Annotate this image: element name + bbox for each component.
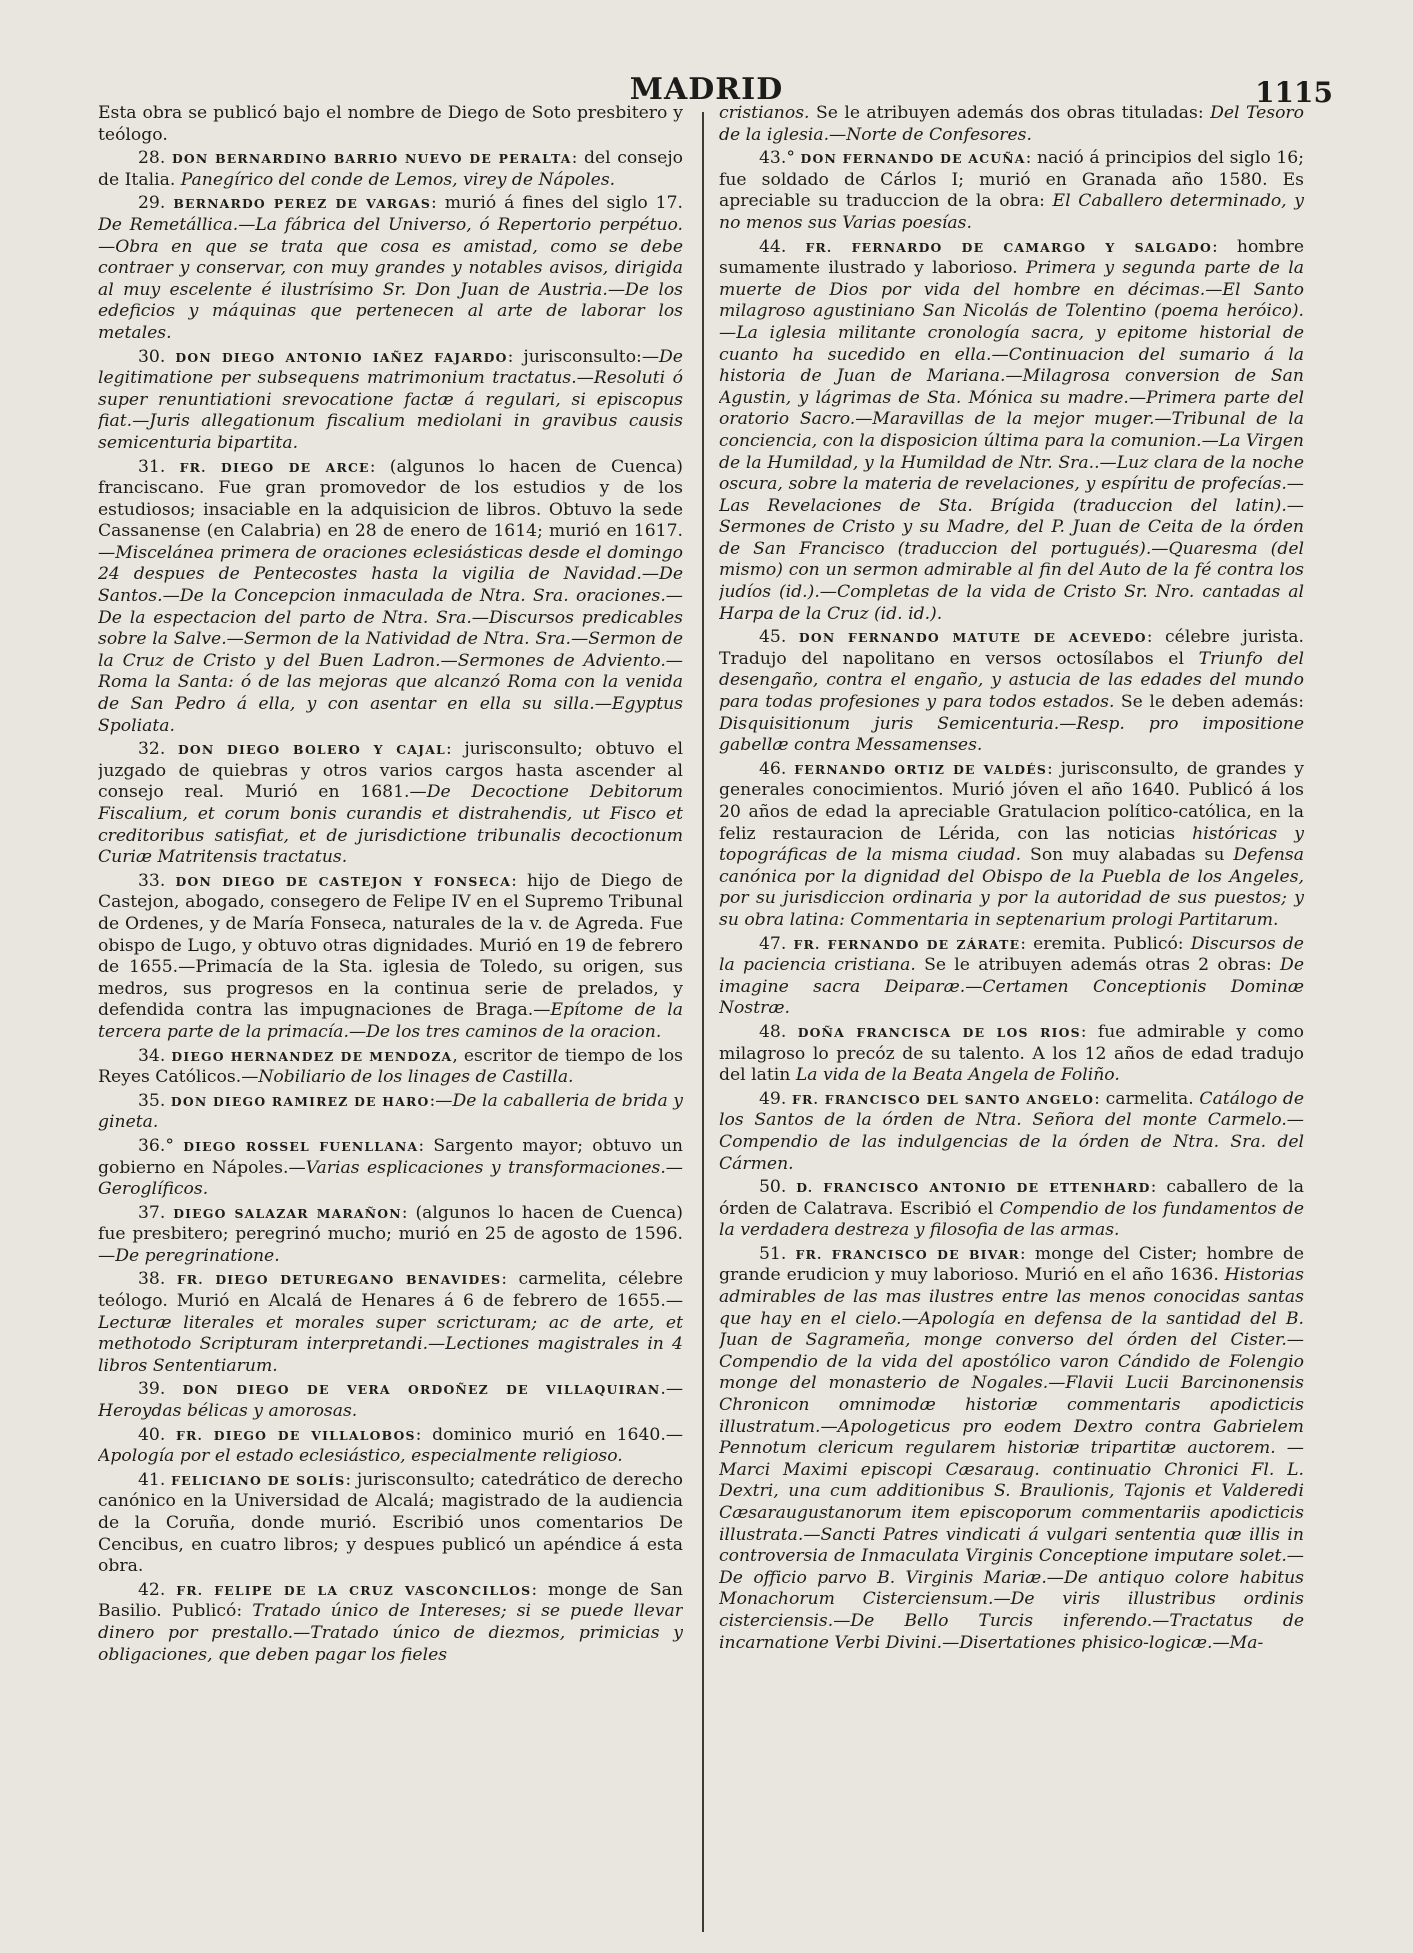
author-name: FR. FRANCISCO DEL SANTO ANGELO <box>792 1091 1095 1107</box>
entry-number: 36.° <box>138 1135 174 1156</box>
entry-text: : (algunos lo hacen de Cuenca) fue presbitero; peregrinó mucho; murió en 25 de agosto de 1596. <box>98 1202 683 1245</box>
entry-text: : eremita. Publicó: <box>1020 933 1191 954</box>
entry-paragraph <box>98 1379 683 1422</box>
entry-paragraph <box>719 627 1304 757</box>
entry-paragraph <box>98 1091 683 1134</box>
work-title: De Remetállica.—La fábrica del Universo, ó Repertorio perpétuo. —Obra en que se trata que cosa es amistad, como se debe contraer y conservar, con muy grandes y notables avisos, dirigida al muy escelente é ilustrísimo Sr. Don Juan de Austria.—De los edeficios y máquinas que pertenecen al arte de laborar los metales. <box>98 214 683 343</box>
left-column <box>98 103 683 1933</box>
work-title: Primera y segunda parte de la muerte de Dios por vida del hombre en décimas.—El Santo milagroso agustiniano San Nicolás de Tolentino (poema heróico).—La iglesia militante cronología sacra, y epitome historial de cuanto ha sucedido en ella.—Continuacion del sumario á la historia de Juan de Mariana.—Milagrosa conversion de San Agustin, y lágrimas de Sta. Mónica su madre.—Primera parte del oratorio Sacro.—Maravillas de la mejor muger.—Tribunal de la conciencia, con la disposicion última para la comunion.—La Virgen de la Humildad, y la Humildad de Ntr. Sra..—Luz clara de la noche oscura, sobre la materia de revelaciones, y espíritu de profecías.—Las Revelaciones de Sta. Brígida (traduccion del latin).—Sermones de Cristo y su Madre, del P. Juan de Ceita de la órden de San Francisco (traduccion del portugués).—Quaresma (del mismo) con un sermon admirable al fin del Auto de la fé contra los judíos (id.).—Completas de la vida de Cristo Sr. Nro. cantadas al Harpa de la Cruz (id. id.). <box>719 258 1304 624</box>
entry-number: 46. <box>759 758 787 779</box>
work-title: —De Decoctione Debitorum Fiscalium, et corum bonis curandis et distrahendis, ut Fisco et creditoribus satisfiat, et de jurisdictione tribunalis decoctionum Curiæ Matritensis tractatus. <box>98 782 683 868</box>
entry-text: : (algunos lo hacen de Cuenca) franciscano. Fue gran promovedor de los estudios y de los estudiosos; insaciable en la adquisicion de libros. Obtuvo la sede Cassanense (en Calabria) en 28 de enero de 1614; murió en 1617. <box>98 456 683 542</box>
entry-paragraph <box>98 457 683 738</box>
work-title: —Nobiliario de los linages de Castilla. <box>241 1067 574 1088</box>
page-number: 1115 <box>1255 76 1333 109</box>
author-name: DON FERNANDO MATUTE DE ACEVEDO <box>798 630 1147 646</box>
entry-paragraph <box>719 237 1304 626</box>
entry-paragraph <box>719 148 1304 234</box>
author-name: DON DIEGO BOLERO Y CAJAL <box>177 742 446 758</box>
entry-text: : murió á fines del siglo 17. <box>431 193 683 214</box>
entry-paragraph <box>98 193 683 344</box>
entry-number: 40. <box>138 1424 166 1445</box>
author-name: DON FERNANDO DE ACUÑA <box>800 151 1026 167</box>
entry-paragraph <box>98 739 683 869</box>
entry-text: : célebre jurista. Tradujo del napolitano en versos octosílabos el <box>719 627 1304 669</box>
entry-paragraph <box>98 1136 683 1201</box>
entry-number: 34. <box>138 1045 166 1066</box>
right-column <box>719 103 1304 1933</box>
author-name: DON DIEGO ANTONIO IAÑEZ FAJARDO <box>175 349 508 365</box>
author-name: DIEGO HERNANDEZ DE MENDOZA <box>171 1048 453 1064</box>
entry-text: : hijo de Diego de Castejon, abogado, consegero de Felipe IV en el Supremo Tribunal de Ordenes, y de María Fonseca, naturales de la v. de Agreda. Fue obispo de Lugo, y obtuvo otras dignidades. Murió en 19 de febrero de 1655.—Primacía de la Sta. iglesia de Toledo, su origen, sus medros, sus progresos en la continua serie de prelados, y defendida contra las impugnaciones de Braga. <box>98 870 683 1021</box>
work-title: Triunfo del desengaño, contra el engaño, y astucia de las edades del mundo para todas profesiones y para todos estados. <box>719 648 1304 713</box>
entry-text: . <box>660 1379 666 1400</box>
work-title: —Epítome de la tercera parte de la primacía.—De los tres caminos de la oracion. <box>98 1000 683 1042</box>
work-title: De imagine sacra Deiparæ.—Certamen Conceptionis Dominæ Nostræ. <box>719 955 1304 1019</box>
author-name: FERNANDO ORTIZ DE VALDÉS <box>794 761 1047 777</box>
work-title: Discursos de la paciencia cristiana. <box>719 933 1304 976</box>
author-name: DIEGO SALAZAR MARAÑON <box>173 1205 402 1221</box>
entry-text: Son muy alabadas su <box>1021 845 1234 866</box>
entry-text: : monge del Cister; hombre de grande erudicion y muy laborioso. Murió en el año 1636. <box>719 1243 1304 1286</box>
entry-paragraph <box>98 1046 683 1089</box>
entry-number: 41. <box>138 1469 166 1490</box>
work-title: —Lecturæ literales et morales super scricturam; ac de arte, et methotodo Scripturam interpretandi.—Lectiones magistrales in 4 libros Sententiarum. <box>98 1291 683 1376</box>
author-name: DON DIEGO RAMIREZ DE HARO <box>170 1093 430 1109</box>
author-name: FELICIANO DE SOLÍS <box>171 1472 346 1488</box>
entry-paragraph <box>98 1580 683 1666</box>
entry-text: : nació á principios del siglo 16; fue soldado de Cárlos I; murió en Granada año 1580. Es apreciable su traduccion de la obra: <box>719 148 1304 212</box>
entry-text: : caballero de la órden de Calatrava. Escribió el <box>719 1177 1304 1219</box>
entry-number: 32. <box>138 739 166 760</box>
work-title: Panegírico del conde de Lemos, virey de Nápoles. <box>180 169 616 190</box>
entry-number: 38. <box>138 1269 166 1290</box>
author-name: FR. DIEGO DE ARCE <box>179 459 370 475</box>
entry-number: 31. <box>138 456 166 477</box>
entry-number: 47. <box>759 933 787 954</box>
entry-number: 39. <box>138 1379 166 1400</box>
entry-number: 45. <box>759 627 787 648</box>
entry-number: 35. <box>138 1090 166 1111</box>
entry-paragraph <box>719 1089 1304 1175</box>
entry-paragraph <box>719 1022 1304 1087</box>
entry-text: : jurisconsulto; obtuvo el juzgado de quiebras y otros varios cargos hasta ascender al consejo real. Murió en 1681. <box>98 739 683 803</box>
work-title: Disquisitionum juris Semicenturia.—Resp. pro impositione gabellæ contra Messamenses. <box>719 713 1304 756</box>
work-title: Catálogo de los Santos de la órden de Ntra. Señora del monte Carmelo.—Compendio de las indulgencias de la órden de Ntra. Sra. del Cármen. <box>719 1088 1304 1174</box>
entry-paragraph <box>98 871 683 1044</box>
author-name: D. FRANCISCO ANTONIO DE ETTENHARD <box>796 1180 1151 1196</box>
entry-text: Se le deben además: <box>1114 692 1304 713</box>
entry-text: : del consejo de Italia. <box>98 148 683 190</box>
entry-number: 29. <box>138 193 166 214</box>
entry-paragraph <box>719 1177 1304 1242</box>
entry-text: : carmelita. <box>1094 1088 1200 1109</box>
entry-text: Esta obra se publicó bajo el nombre de Diego de Soto presbitero y teólogo. <box>98 103 683 145</box>
author-name: DIEGO ROSSEL FUENLLANA <box>183 1138 419 1154</box>
entry-number: 30. <box>138 346 166 367</box>
entry-text: : dominico murió en 1640. <box>415 1424 666 1445</box>
author-name: DON BERNARDINO BARRIO NUEVO DE PERALTA <box>171 151 572 167</box>
work-title: El Caballero determinado, y no menos sus Varias poesías. <box>719 191 1304 233</box>
entry-number: 33. <box>138 870 166 891</box>
work-title: Defensa canónica por la dignidad del Obispo de la Puebla de los Angeles, por su jurisdiccion ordinaria y por la autoridad de sus puestos; y su obra latina: Commentaria in septenarium prologi Partitarum. <box>719 845 1304 930</box>
entry-text: : jurisconsulto; catedrático de derecho canónico en la Universidad de Alcalá; magistrado de la audiencia de la Coruña, donde murió. Escribió unos comentarios De Cencibus, en cuatro libros; y despues publicó un apéndice á esta obra. <box>98 1469 683 1577</box>
author-name: FR. DIEGO DETUREGANO BENAVIDES <box>176 1272 502 1288</box>
running-header: MADRID <box>629 72 784 107</box>
entry-paragraph <box>98 1269 683 1377</box>
author-name: FR. FERNARDO DE CAMARGO Y SALGADO <box>805 239 1212 255</box>
work-title: históricas y topográficas de la misma ciudad. <box>719 823 1304 866</box>
author-name: BERNARDO PEREZ DE VARGAS <box>173 196 431 212</box>
entry-paragraph <box>98 347 683 455</box>
entry-number: 49. <box>759 1088 787 1109</box>
author-name: FR. FERNANDO DE ZÁRATE <box>793 936 1021 952</box>
entry-number: 42. <box>138 1579 166 1600</box>
entry-text: , escritor de tiempo de los Reyes Católicos. <box>98 1045 683 1088</box>
entry-paragraph <box>98 1470 683 1578</box>
entry-text: : carmelita, célebre teólogo. Murió en Alcalá de Henares á 6 de febrero de 1655. <box>98 1269 683 1312</box>
author-name: DON DIEGO DE VERA ORDOÑEZ DE VILLAQUIRAN <box>182 1382 661 1398</box>
entry-text: : <box>429 1090 436 1111</box>
work-title: Del Tesoro de la iglesia.—Norte de Confesores. <box>719 103 1304 145</box>
author-name: FR. DIEGO DE VILLALOBOS <box>176 1427 416 1443</box>
entry-paragraph <box>98 103 683 146</box>
work-title: —Heroydas bélicas y amorosas. <box>98 1379 683 1422</box>
entry-text: : fue admirable y como milagroso lo precóz de su talento. A los 12 años de edad tradujo del latin <box>719 1021 1304 1086</box>
work-title: Historias admirables de las mas ilustres entre las menos conocidas santas que hay en el cielo.—Apología en defensa de la santidad del B. Juan de Sagrameña, monge converso del órden del Cister.—Compendio de la vida del apostólico varon Cándido de Folengio monge del monasterio de Nogales.—Flavii Lucii Barcinonensis Chronicon omnimodæ historiæ commentaris apodicticis illustratum.—Apologeticus pro eodem Dextro contra Gabrielem Pennotum clericum regularem historiæ tripartitæ auctorem. — Marci Maximi episcopi Cæsaraug. continuatio Chronici Fl. L. Dextri, una cum additionibus S. Braulionis, Tajonis et Valderedi Cæsaraugustanorum item episcoporum commentariis apodicticis illustrata.—Sancti Patres vindicati á vulgari sententia quæ illis in controversia de Inmaculata Virginis Conceptione imputare solet.—De officio parvo B. Virginis Mariæ.—De antiquo colore habitus Monachorum Cisterciensum.—De viris illustribus ordinis cisterciensis.—De Bello Turcis inferendo.—Tractatus de incarnatione Verbi Divini.—Disertationes phisico-logicæ.—Ma- <box>719 1265 1304 1653</box>
entry-number: 51. <box>759 1243 787 1264</box>
entry-paragraph <box>98 1425 683 1468</box>
work-title: cristianos. <box>719 103 810 123</box>
entry-paragraph <box>719 103 1304 146</box>
entry-text: Se le atribuyen además dos obras tituladas: <box>809 103 1211 123</box>
column-divider <box>702 112 704 1932</box>
entry-paragraph <box>719 759 1304 932</box>
work-title: —De peregrinatione. <box>98 1245 280 1266</box>
entry-number: 28. <box>138 148 166 169</box>
author-name: FR. FRANCISCO DE BIVAR <box>795 1246 1020 1262</box>
work-title: —De legitimatione per subsequens matrimonium tractatus.—Resoluti ó super renuntiationi srevocatione factæ á regulari, si episcopus fiat.—Juris allegationum fiscalium mediolani in gravibus causis semicenturia bipartita. <box>98 346 683 453</box>
entry-text: : hombre sumamente ilustrado y laborioso. <box>719 236 1304 279</box>
work-title: —Varias esplicaciones y transformaciones.—Geroglíficos. <box>98 1157 683 1200</box>
entry-paragraph <box>719 934 1304 1020</box>
entry-number: 37. <box>138 1202 166 1223</box>
entry-number: 43.° <box>759 148 795 169</box>
work-title: Compendio de los fundamentos de la verdadera destreza y filosofia de las armas. <box>719 1198 1304 1241</box>
entry-text: : jurisconsulto, de grandes y generales conocimientos. Murió jóven el año 1640. Publicó á los 20 años de edad la apreciable Gratulacion político-católica, en la feliz restauracion de Lérida, con las noticias <box>719 758 1304 844</box>
author-name: DOÑA FRANCISCA DE LOS RIOS <box>797 1024 1081 1040</box>
work-title: La vida de la Beata Angela de Foliño. <box>795 1065 1120 1086</box>
entry-number: 44. <box>759 236 787 257</box>
work-title: Tratado único de Intereses; si se puede llevar dinero por prestallo.—Tratado único de diezmos, primicias y obligaciones, que deben pagar los fieles <box>98 1601 683 1665</box>
author-name: FR. FELIPE DE LA CRUZ VASCONCILLOS <box>176 1582 532 1598</box>
author-name: DON DIEGO DE CASTEJON Y FONSECA <box>175 873 512 889</box>
work-title: —De la caballeria de brida y gineta. <box>98 1090 683 1133</box>
work-title: —Apología por el estado eclesiástico, especialmente religioso. <box>98 1424 683 1467</box>
entry-paragraph <box>719 1244 1304 1654</box>
entry-number: 48. <box>759 1021 787 1042</box>
entry-number: 50. <box>759 1177 787 1198</box>
entry-text: : Sargento mayor; obtuvo un gobierno en Nápoles. <box>98 1135 683 1178</box>
entry-paragraph <box>98 1203 683 1268</box>
entry-text: Se le atribuyen además otras 2 obras: <box>915 955 1281 976</box>
work-title: —Miscelánea primera de oraciones eclesiásticas desde el domingo 24 despues de Pentecostes hasta la vigilia de Navidad.—De Santos.—De la Concepcion inmaculada de Ntra. Sra. oraciones.—De la espectacion del parto de Ntra. Sra.—Discursos predicables sobre la Salve.—Sermon de la Natividad de Ntra. Sra.—Sermon de la Cruz de Cristo y del Buen Ladron.—Sermones de Adviento.—Roma la Santa: ó de las mejoras que alcanzó Roma con la venida de San Pedro á ella, y con asentar en ella su silla.—Egyptus Spoliata. <box>98 542 683 736</box>
entry-text: : jurisconsulto: <box>507 346 642 367</box>
entry-text: : monge de San Basilio. Publicó: <box>98 1579 683 1622</box>
entry-paragraph <box>98 148 683 191</box>
